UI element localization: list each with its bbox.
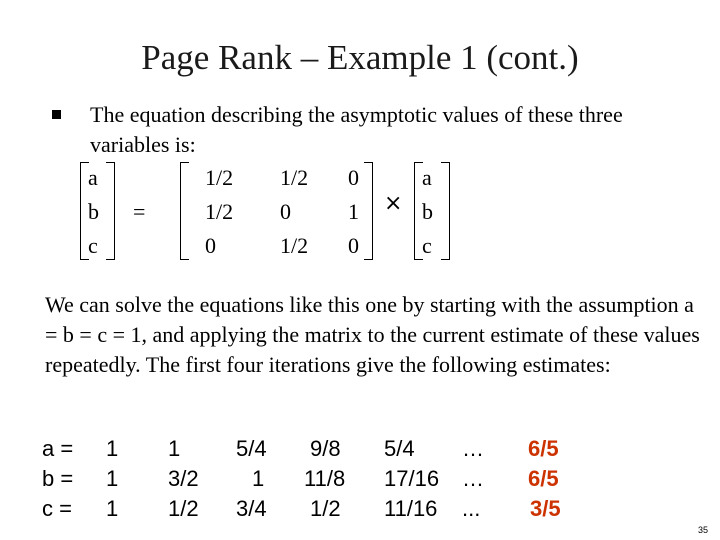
estimate-value: 1 bbox=[168, 436, 181, 461]
estimate-ellipsis: … bbox=[462, 436, 484, 461]
estimate-ellipsis: ... bbox=[462, 496, 481, 521]
lhs-cell: b bbox=[88, 199, 99, 224]
estimate-value: 9/8 bbox=[310, 436, 341, 461]
matrix-cell: 1/2 bbox=[205, 199, 234, 224]
estimate-label: b = bbox=[42, 466, 74, 491]
limit-value: 3/5 bbox=[530, 496, 561, 521]
estimate-value: 1 bbox=[252, 466, 265, 491]
lhs-cell: a bbox=[88, 165, 98, 190]
estimate-value: 17/16 bbox=[384, 466, 440, 491]
matrix-cell: 1/2 bbox=[205, 165, 234, 190]
limit-value: 6/5 bbox=[528, 436, 559, 461]
matrix-cell: 0 bbox=[348, 165, 359, 190]
slide-title: Page Rank – Example 1 (cont.) bbox=[141, 38, 579, 77]
equals-sign: = bbox=[133, 199, 146, 224]
estimate-value: 5/4 bbox=[384, 436, 415, 461]
estimate-value: 1 bbox=[106, 436, 119, 461]
estimate-label: a = bbox=[42, 436, 74, 461]
matrix-cell: 1 bbox=[348, 199, 359, 224]
estimate-value: 1 bbox=[106, 496, 119, 521]
matrix-bracket-right bbox=[364, 162, 373, 260]
matrix-bracket-left bbox=[180, 162, 189, 260]
bullet-text: The equation describing the asymptotic values of these three variables is: bbox=[90, 102, 623, 157]
lhs-cell: c bbox=[88, 233, 98, 258]
estimate-label: c = bbox=[42, 496, 72, 521]
estimate-value: 11/8 bbox=[304, 466, 346, 491]
matrix-cell: 1/2 bbox=[280, 233, 309, 258]
times-sign: × bbox=[384, 191, 403, 216]
square-bullet-icon bbox=[52, 110, 61, 119]
estimate-value: 3/2 bbox=[168, 466, 199, 491]
matrix-cell: 0 bbox=[205, 233, 216, 258]
matrix-cell: 0 bbox=[280, 199, 291, 224]
limit-value: 6/5 bbox=[528, 466, 559, 491]
estimate-value: 1/2 bbox=[310, 496, 341, 521]
estimate-value: 11/16 bbox=[384, 496, 438, 521]
estimate-value: 5/4 bbox=[236, 436, 267, 461]
estimate-value: 1 bbox=[106, 466, 119, 491]
estimate-value: 1/2 bbox=[168, 496, 199, 521]
explanation-paragraph: We can solve the equations like this one by starting with the assumption a = b = c = 1, and applying the matrix to the current estimate of these values repeatedly. The first four iterations give the following estimates: bbox=[45, 292, 700, 377]
estimate-ellipsis: … bbox=[462, 466, 484, 491]
rhs-cell: a bbox=[422, 165, 432, 190]
rhs-cell: c bbox=[422, 233, 432, 258]
lhs-bracket-right bbox=[106, 162, 115, 260]
rhs-bracket-right bbox=[441, 162, 450, 260]
matrix-cell: 1/2 bbox=[280, 165, 309, 190]
page-number: 35 bbox=[697, 525, 708, 535]
estimate-value: 3/4 bbox=[236, 496, 267, 521]
matrix-cell: 0 bbox=[348, 233, 359, 258]
rhs-cell: b bbox=[422, 199, 433, 224]
